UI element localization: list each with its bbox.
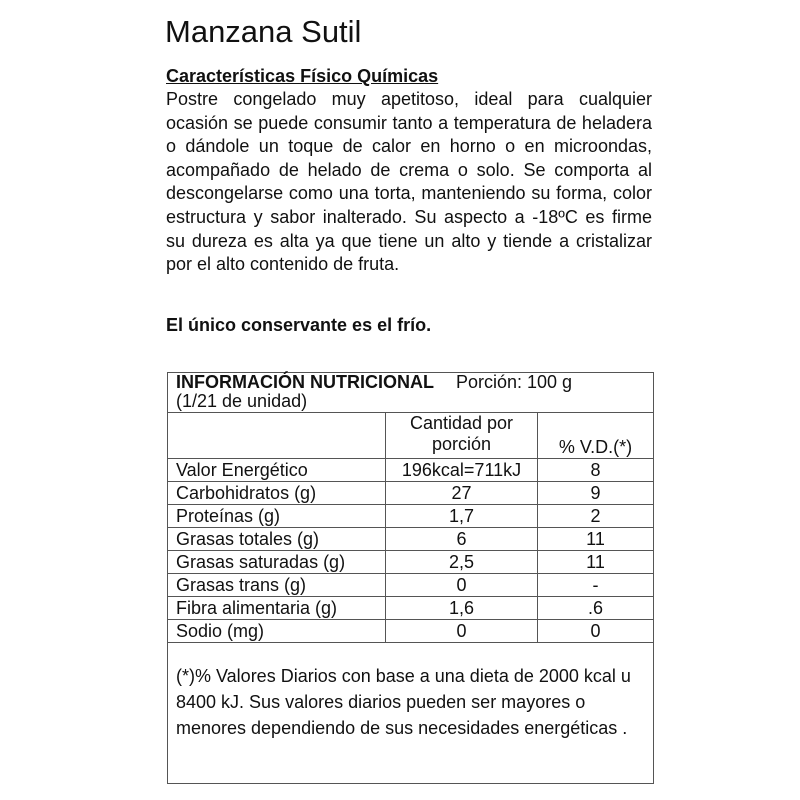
- section-heading: Características Físico Químicas: [166, 66, 439, 86]
- table-row: [168, 482, 653, 505]
- nutrient-dv: 11: [586, 529, 605, 549]
- nutrient-name: Carbohidratos (g): [168, 482, 386, 504]
- preservative-note: El único conservante es el frío.: [166, 315, 432, 335]
- table-row: [168, 574, 653, 597]
- nutrient-name: Grasas trans (g): [168, 574, 386, 596]
- nutrient-dv: -: [592, 575, 599, 595]
- nutrient-dv: 2: [590, 506, 601, 526]
- nutrient-dv: 8: [590, 460, 601, 480]
- nutrient-dv: 9: [590, 483, 601, 503]
- nutrient-amount: 196kcal=711kJ: [386, 459, 538, 481]
- nutrient-dv: 11: [586, 552, 605, 572]
- column-header-dv: % V.D.(*): [558, 437, 633, 457]
- nutrition-heading: INFORMACIÓN NUTRICIONAL: [176, 372, 434, 392]
- nutrient-amount: 6: [386, 528, 538, 550]
- column-header-amount: Cantidad por porción: [386, 413, 538, 458]
- column-header-row: [168, 413, 653, 459]
- nutrient-amount: 27: [386, 482, 538, 504]
- portion-detail: (1/21 de unidad): [176, 391, 308, 411]
- nutrient-name: Fibra alimentaria (g): [168, 597, 386, 619]
- nutrient-name: Valor Energético: [168, 459, 386, 481]
- footnote: (*)% Valores Diarios con base a una dieta de 2000 kcal u 8400 kJ. Sus valores diarios pueden ser mayores o menores dependiendo de sus necesidades energéticas .: [176, 666, 631, 738]
- nutrient-dv: .6: [587, 598, 603, 618]
- table-row: [168, 459, 653, 482]
- nutrient-amount: 1,6: [386, 597, 538, 619]
- product-title: Manzana Sutil: [165, 14, 362, 49]
- table-row: [168, 528, 653, 551]
- nutrient-amount: 1,7: [386, 505, 538, 527]
- nutrient-dv: 0: [590, 621, 601, 641]
- nutrition-table: [167, 372, 654, 784]
- table-row: [168, 620, 653, 643]
- nutrient-name: Sodio (mg): [168, 620, 386, 642]
- table-row: [168, 505, 653, 528]
- table-row: [168, 551, 653, 574]
- portion-size: Porción: 100 g: [455, 372, 573, 392]
- table-row: [168, 597, 653, 620]
- nutrient-name: Proteínas (g): [168, 505, 386, 527]
- nutrient-amount: 2,5: [386, 551, 538, 573]
- nutrient-amount: 0: [386, 620, 538, 642]
- nutrient-name: Grasas saturadas (g): [168, 551, 386, 573]
- nutrient-amount: 0: [386, 574, 538, 596]
- nutrition-header: [168, 373, 653, 413]
- description-paragraph: Postre congelado muy apetitoso, ideal para cualquier ocasión se puede consumir tanto a temperatura de heladera o dándole un toque de calor en horno o en microondas, acompañado de helado de crema o solo. Se comporta al descongelarse como una torta, manteniendo su forma, color estructura y sabor inalterado. Su aspecto a -18ºC es firme su dureza es alta ya que tiene un alto y tiende a cristalizar por el alto contenido de fruta.: [166, 89, 652, 275]
- nutrient-name: Grasas totales (g): [168, 528, 386, 550]
